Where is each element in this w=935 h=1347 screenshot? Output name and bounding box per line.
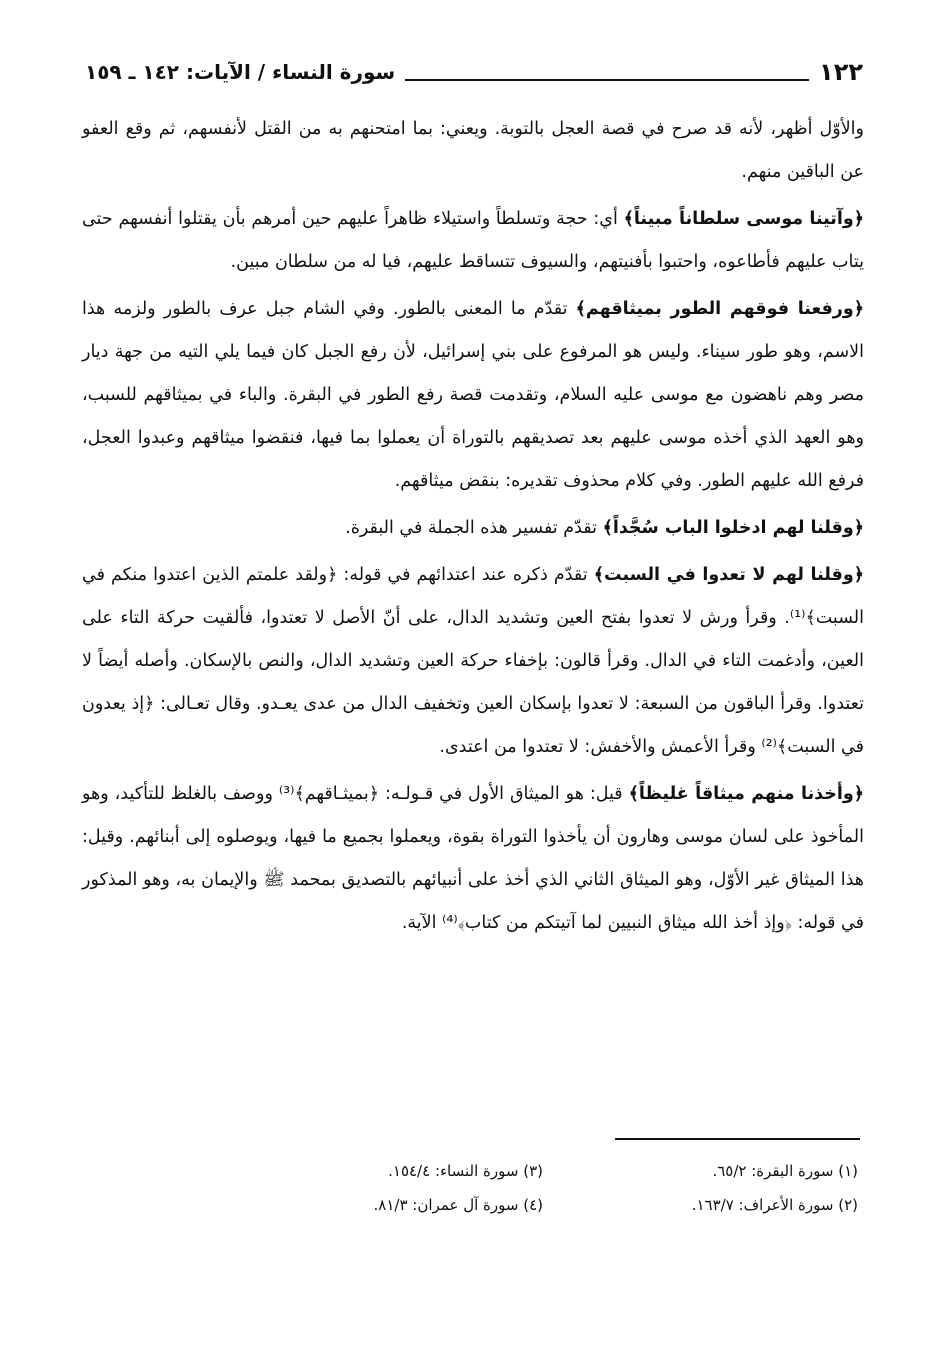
paragraph-3 <box>82 288 864 503</box>
paragraph-text: تقدّم ذكره عند اعتدائهم في قوله: ﴿ولقد علمتم الذين اعتدوا منكم في السبت﴾⁽¹⁾. وقرأ ورش لا تعدوا بفتح العين وتشديد الدال، على أنّ الأصل لا تعتدوا، فألقيت حركة التاء على العين، وأدغمت التاء في الدال. وقرأ قالون: بإخفاء حركة العين وتشديد الدال، والنص بالإسكان. وأصله أيضاً لا تعتدوا. وقرأ الباقون من السبعة: لا تعدوا بإسكان العين وتخفيف الدال من عدى يعـدو. وقال تعـالى: ﴿إذ يعدون في السبت﴾⁽²⁾ وقرأ الأعمش والأخفش: لا تعتدوا من اعتدى. <box>82 565 864 757</box>
paragraph-text: أي: حجة وتسلطاً واستيلاء ظاهراً عليهم حين أمرهم بأن يقتلوا أنفسهم حتى يتاب عليهم فأطاعوه، واحتبوا بأفنيتهم، والسيوف تتساقط عليهم، فيا له من سلطان مبين. <box>82 209 864 272</box>
footnote-2: (٢) سورة الأعراف: ١٦٣/٧. <box>691 1196 858 1214</box>
page-header <box>85 52 863 92</box>
footnote-1: (١) سورة البقرة: ٦٥/٢. <box>712 1162 858 1180</box>
page-number: ١٢٢ <box>819 58 863 86</box>
paragraph-text: قيل: هو الميثاق الأول في قـولـه: ﴿بميثـاقهم﴾⁽³⁾ ووصف بالغلظ للتأكيد، وهو المأخوذ على لسان موسى وهارون أن يأخذوا التوراة بقوة، ويعملوا بجميع ما فيها، ويوصلوه إلى أبنائهم. وقيل: هذا الميثاق غير الأوّل، وهو الميثاق الثاني الذي أخذ على أنبيائهم بالتصديق بمحمد ﷺ والإيمان به، وهو المذكور في قوله: ﴿وإذ أخذ الله ميثاق النبيين لما آتيتكم من كتاب﴾⁽⁴⁾ الآية. <box>82 784 864 933</box>
paragraph-6 <box>82 773 864 945</box>
body-text <box>82 108 864 945</box>
footnotes <box>228 1162 858 1234</box>
verse-quote: ﴿وآتينا موسى سلطاناً مبيناً﴾ <box>623 209 864 229</box>
paragraph-5 <box>82 554 864 769</box>
paragraph-text: تقدّم ما المعنى بالطور. وفي الشام جبل عرف بالطور ولزمه هذا الاسم، وهو طور سيناء. وليس هو المرفوع على بني إسرائيل، لأن رفع الجبل كان فيما يلي التيه من جهة ديار مصر وهم ناهضون مع موسى عليه السلام، وتقدمت قصة رفع الطور في البقرة. والباء في بميثاقهم للسبب، وهو العهد الذي أخذه موسى عليهم بعد تصديقهم بالتوراة أن يعملوا بما فيها، فنقضوا ميثاقهم وعبدوا العجل، فرفع الله عليهم الطور. وفي كلام محذوف تقديره: بنقض ميثاقهم. <box>82 299 864 491</box>
verse-quote: ﴿وأخذنا منهم ميثاقاً غليظاً﴾ <box>628 784 864 804</box>
footnote-3: (٣) سورة النساء: ١٥٤/٤. <box>388 1162 543 1180</box>
paragraph-2 <box>82 198 864 284</box>
paragraph-4 <box>82 507 864 550</box>
paragraph-1 <box>82 108 864 194</box>
header-rule <box>405 79 809 81</box>
footnote-4: (٤) سورة آل عمران: ٨١/٣. <box>373 1196 543 1214</box>
verse-quote: ﴿وقلنا لهم ادخلوا الباب سُجَّداً﴾ <box>602 518 864 538</box>
paragraph-text: تقدّم تفسير هذه الجملة في البقرة. <box>345 518 603 538</box>
verse-quote: ﴿وقلنا لهم لا تعدوا في السبت﴾ <box>593 565 865 585</box>
running-title: سورة النساء / الآيات: ١٤٢ ـ ١٥٩ <box>85 60 396 84</box>
verse-quote: ﴿ورفعنا فوقهم الطور بميثاقهم﴾ <box>575 299 864 319</box>
footnote-separator <box>615 1138 860 1140</box>
paragraph-text: والأوّل أظهر، لأنه قد صرح في قصة العجل بالتوبة. ويعني: بما امتحنهم به من القتل لأنفسهم، ثم وقع العفو عن الباقين منهم. <box>82 119 864 182</box>
